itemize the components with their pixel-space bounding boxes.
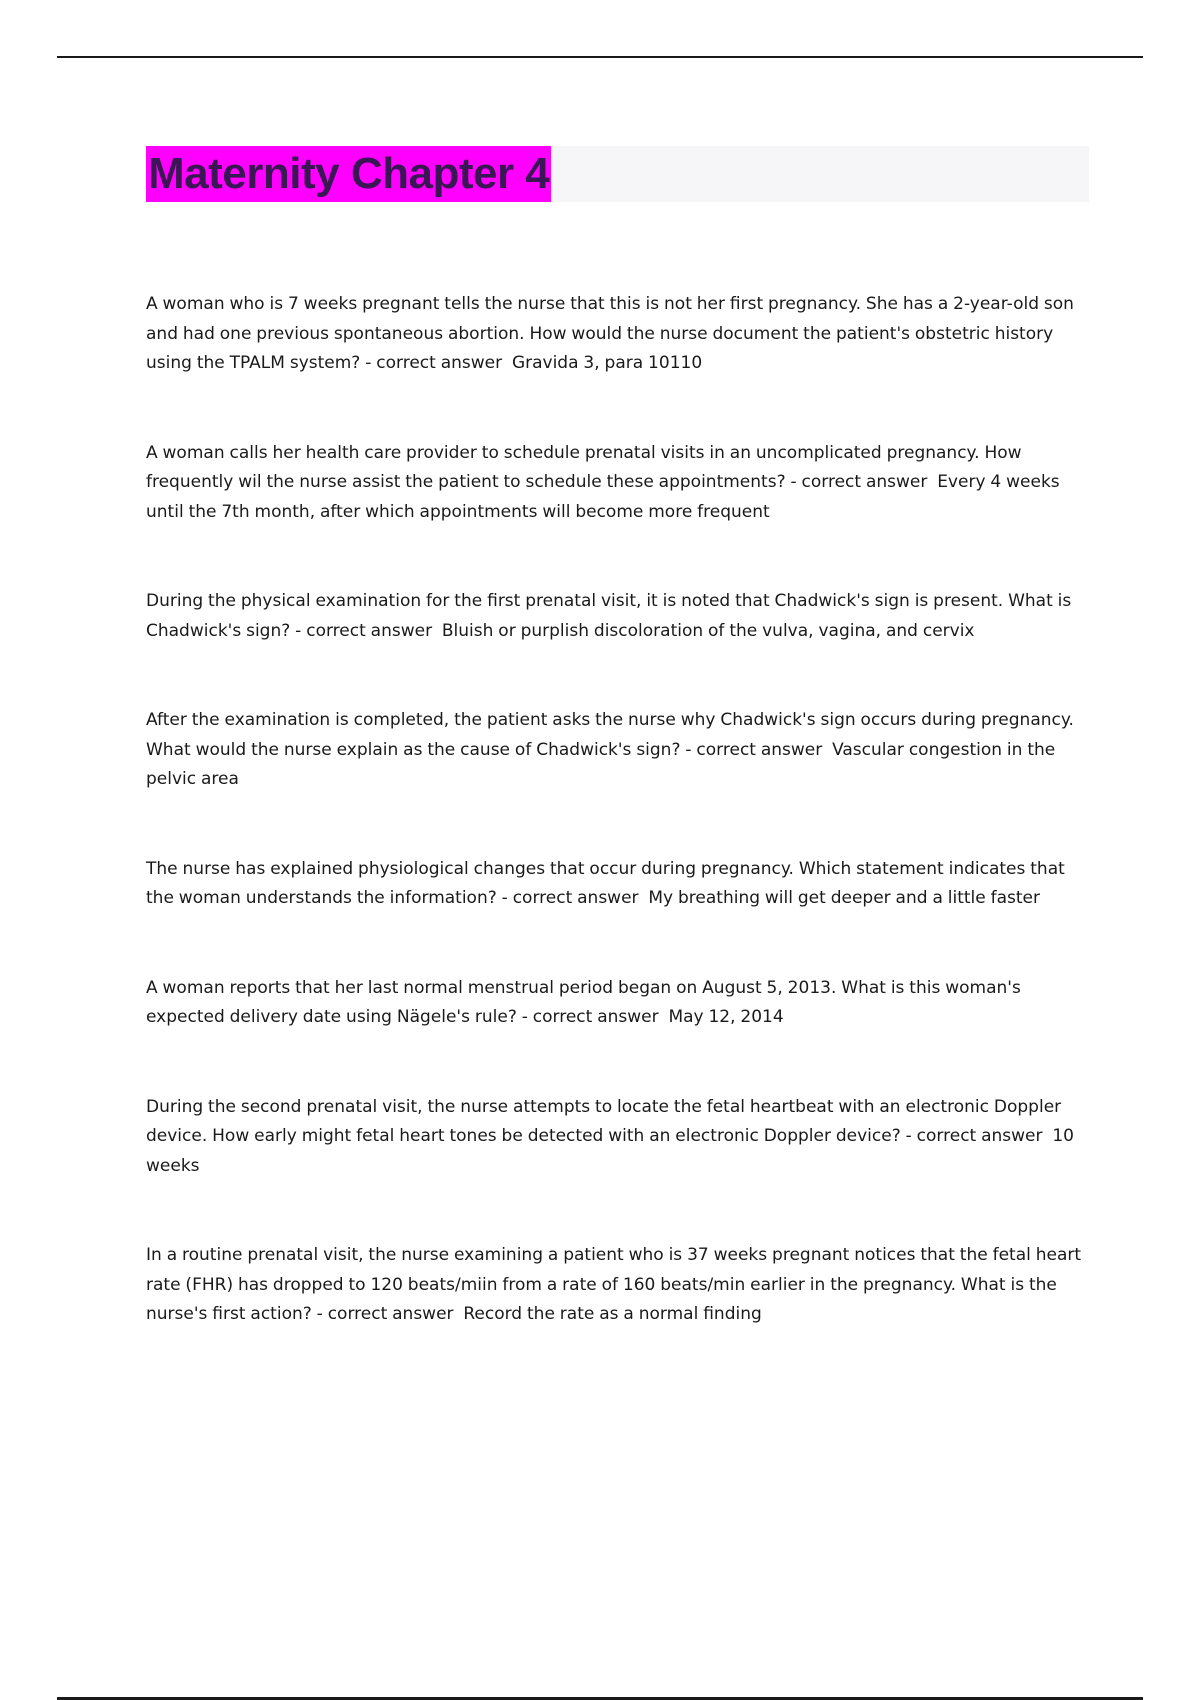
qa-item-3	[146, 587, 1096, 646]
question-text: The nurse has explained physiological changes that occur during pregnancy. Which statement indicates that the woman understands the information?	[146, 858, 1065, 908]
answer-text: May 12, 2014	[668, 1007, 784, 1027]
question-text: A woman who is 7 weeks pregnant tells the nurse that this is not her first pregnancy. She has a 2-year-old son and had one previous spontaneous abortion. How would the nurse document the patient's obstetric history using the TPALM system?	[146, 294, 1074, 373]
answer-text: Every 4 weeks until the 7th month, after which appointments will become more frequent	[146, 472, 1060, 522]
answer-separator: - correct answer	[900, 1126, 1053, 1146]
document-title: Maternity Chapter 4	[146, 146, 551, 202]
qa-item-6	[146, 974, 1096, 1033]
answer-separator: - correct answer	[496, 888, 649, 908]
answer-separator: - correct answer	[516, 1007, 669, 1027]
qa-item-2	[146, 439, 1096, 528]
qa-item-4	[146, 706, 1096, 795]
question-answer-list	[146, 290, 1096, 1390]
question-text: During the second prenatal visit, the nurse attempts to locate the fetal heartbeat with an electronic Doppler device. How early might fetal heart tones be detected with an electronic Doppler device?	[146, 1096, 1062, 1146]
answer-text: Record the rate as a normal finding	[463, 1304, 762, 1324]
answer-text: 10 weeks	[146, 1126, 1074, 1176]
qa-item-7	[146, 1093, 1096, 1182]
answer-separator: - correct answer	[680, 739, 833, 760]
qa-item-8	[146, 1241, 1096, 1330]
question-text: A woman reports that her last normal menstrual period began on August 5, 2013. What is this woman's expected delivery date using Nägele's rule?	[146, 977, 1021, 1027]
answer-separator: - correct answer	[290, 620, 442, 641]
answer-text: My breathing will get deeper and a little faster	[648, 888, 1040, 908]
answer-separator: - correct answer	[360, 353, 512, 373]
qa-item-1	[146, 290, 1096, 379]
qa-item-5	[146, 855, 1096, 914]
question-text: During the physical examination for the first prenatal visit, it is noted that Chadwick's sign is present. What is Chadwick's sign?	[146, 591, 1072, 641]
header-rule	[57, 56, 1143, 58]
answer-text: Bluish or purplish discoloration of the vulva, vagina, and cervix	[441, 620, 975, 641]
question-text: After the examination is completed, the patient asks the nurse why Chadwick's sign occurs during pregnancy. What would the nurse explain as the cause of Chadwick's sign?	[146, 710, 1074, 760]
question-text: In a routine prenatal visit, the nurse examining a patient who is 37 weeks pregnant notices that the fetal heart rate (FHR) has dropped to 120 beats/miin from a rate of 160 beats/min earlier in the pregnancy. What is the nurse's first action?	[146, 1245, 1082, 1324]
question-text: A woman calls her health care provider to schedule prenatal visits in an uncomplicated pregnancy. How frequently wil the nurse assist the patient to schedule these appointments?	[146, 442, 1022, 492]
answer-separator: - correct answer	[311, 1304, 464, 1324]
answer-text: Vascular congestion in the pelvic area	[146, 739, 1056, 789]
answer-separator: - correct answer	[785, 472, 938, 492]
answer-text: Gravida 3, para 10110	[511, 353, 703, 373]
